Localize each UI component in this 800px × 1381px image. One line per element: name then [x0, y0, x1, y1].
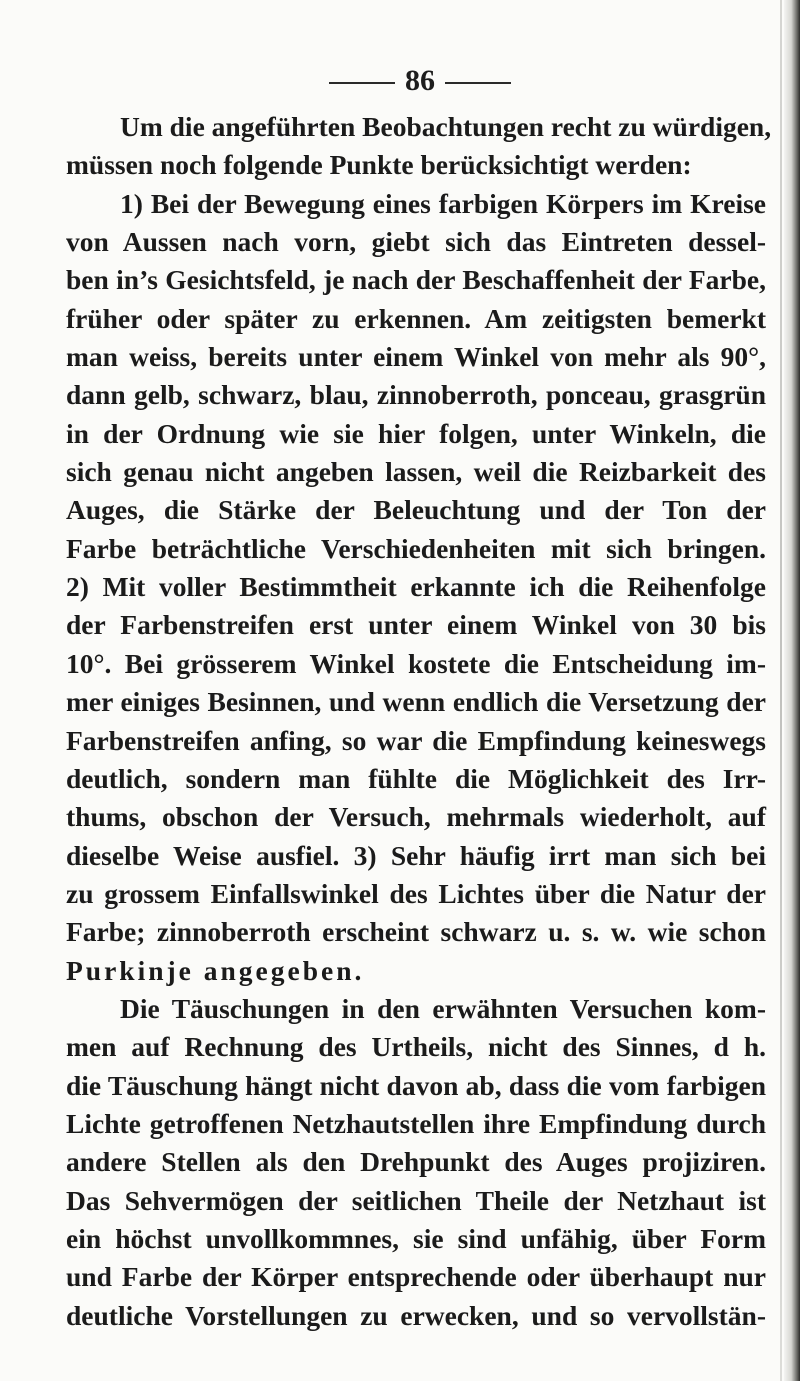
text-line: dieselbe Weise ausfiel. 3) Sehr häufig irrt man sich bei	[66, 839, 766, 871]
text-line: 2) Mit voller Bestimmtheit erkannte ich die Reihenfolge	[66, 571, 766, 603]
body-text	[66, 108, 772, 1335]
text-line: ben in’s Gesichtsfeld, je nach der Beschaffenheit der Farbe,	[66, 264, 766, 296]
text-line: der Farbenstreifen erst unter einem Winkel von 30 bis	[66, 609, 766, 641]
text-line: Farbe beträchtliche Verschiedenheiten mit sich bringen.	[66, 532, 766, 564]
text-line: deutlich, sondern man fühlte die Möglichkeit des Irr-	[66, 762, 766, 794]
text-line: Auges, die Stärke der Beleuchtung und der Ton der	[66, 494, 766, 526]
binding-edge	[784, 0, 800, 1381]
header-rule-left	[329, 82, 395, 84]
text-line: Das Sehvermögen der seitlichen Theile der Netzhaut ist	[66, 1184, 766, 1216]
text-line: Farbe; zinnoberroth erscheint schwarz u. s. w. wie schon	[66, 916, 766, 948]
page-number: 86	[405, 64, 435, 97]
binding-crease	[780, 0, 782, 1381]
text-line: müssen noch folgende Punkte berücksichtigt werden:	[66, 149, 692, 181]
text-line: zu grossem Einfallswinkel des Lichtes über die Natur der	[66, 877, 766, 909]
text-line: andere Stellen als den Drehpunkt des Auges projiziren.	[66, 1146, 766, 1178]
text-line: Farbenstreifen anfing, so war die Empfindung keineswegs	[66, 724, 766, 756]
text-line: Lichte getroffenen Netzhautstellen ihre Empfindung durch	[66, 1107, 766, 1139]
text-line: 1) Bei der Bewegung eines farbigen Körpers im Kreise	[120, 187, 766, 219]
header-rule-right	[445, 82, 511, 84]
text-line: men auf Rechnung des Urtheils, nicht des Sinnes, d h.	[66, 1031, 766, 1063]
text-line: mer einiges Besinnen, und wenn endlich die Versetzung der	[66, 686, 766, 718]
text-line: man weiss, bereits unter einem Winkel von mehr als 90°,	[66, 341, 766, 373]
text-line: dann gelb, schwarz, blau, zinnoberroth, ponceau, grasgrün	[66, 379, 766, 411]
page-header	[300, 64, 540, 98]
text-line: die Täuschung hängt nicht davon ab, dass die vom farbigen	[66, 1069, 766, 1101]
text-line: in der Ordnung wie sie hier folgen, unter Winkeln, die	[66, 417, 766, 449]
text-line: sich genau nicht angeben lassen, weil die Reizbarkeit des	[66, 456, 766, 488]
text-line: früher oder später zu erkennen. Am zeitigsten bemerkt	[66, 302, 766, 334]
text-line: und Farbe der Körper entsprechende oder überhaupt nur	[66, 1261, 766, 1293]
text-line: deutliche Vorstellungen zu erwecken, und so vervollstän-	[66, 1299, 766, 1331]
text-line: Die Täuschungen in den erwähnten Versuchen kom-	[120, 992, 766, 1024]
text-line: Um die angeführten Beobachtungen recht zu würdigen,	[120, 111, 772, 142]
text-line: 10°. Bei grösserem Winkel kostete die Entscheidung im-	[66, 647, 766, 679]
text-line: Purkinje angegeben.	[66, 954, 365, 986]
text-line: thums, obschon der Versuch, mehrmals wiederholt, auf	[66, 801, 766, 833]
text-line: von Aussen nach vorn, giebt sich das Eintreten dessel-	[66, 226, 766, 258]
text-line: ein höchst unvollkommnes, sie sind unfähig, über Form	[66, 1222, 766, 1254]
